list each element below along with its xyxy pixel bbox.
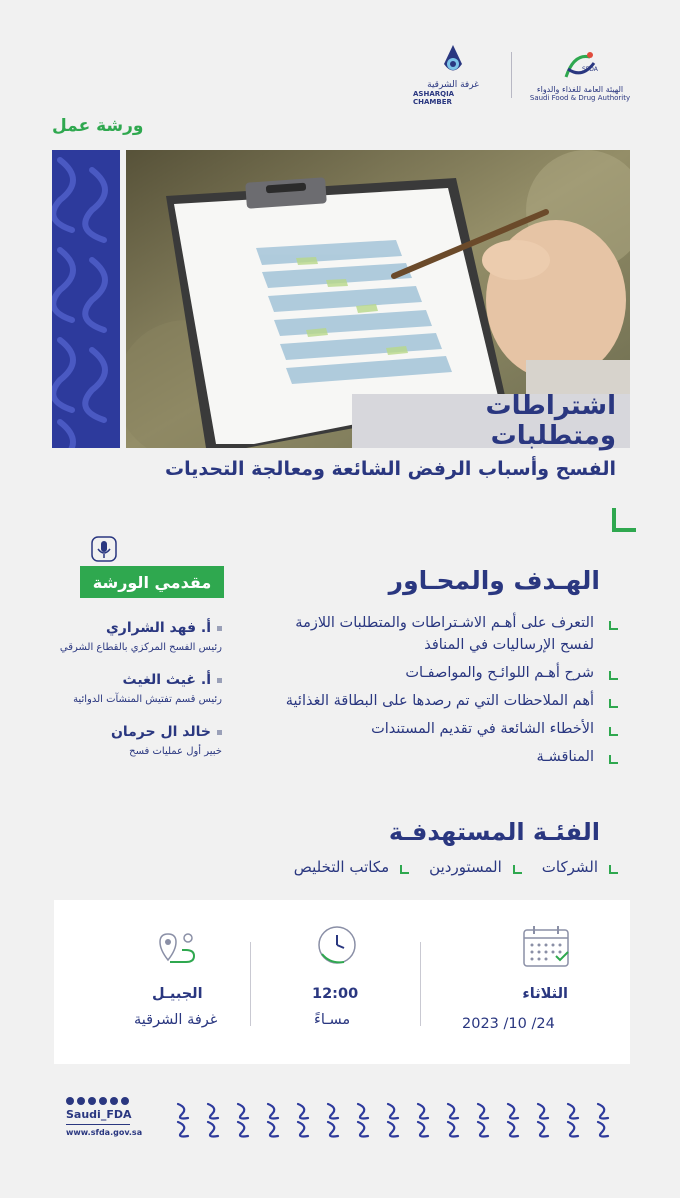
presenters-list <box>52 620 222 776</box>
sfda-name-ar: الهيئة العامة للغذاء والدواء <box>536 84 624 94</box>
presenter-item <box>52 672 222 705</box>
presenter-name: أ. غيث الغيث <box>122 672 211 688</box>
info-city: الجبيـل <box>152 986 203 1002</box>
info-time: 12:00 <box>312 986 359 1002</box>
target-title: الفئـة المستهدفـة <box>388 818 600 846</box>
objective-text: أهم الملاحظات التي تم رصدها على البطاقة الغذائية <box>285 693 594 709</box>
bullet-icon <box>400 865 409 874</box>
wave-pattern-icon <box>52 150 120 448</box>
logo-divider <box>511 52 512 98</box>
objectives-title: الهـدف والمحـاور <box>388 566 600 595</box>
hero-title: اشتراطات ومتطلبات <box>485 391 616 451</box>
info-date: 2023 /10 /24 <box>462 1016 555 1032</box>
target-item <box>542 858 618 876</box>
list-item <box>278 746 618 768</box>
corner-mark <box>612 508 636 532</box>
objective-text: المناقشـة <box>536 749 594 765</box>
info-divider <box>250 942 251 1026</box>
social-icon[interactable] <box>99 1097 107 1105</box>
chamber-name-en: ASHARQIA CHAMBER <box>413 90 455 106</box>
social-icon[interactable] <box>88 1097 96 1105</box>
target-text: الشركات <box>541 858 598 876</box>
hero-title-box <box>352 391 630 451</box>
info-venue: غرفة الشرقية <box>134 1012 218 1028</box>
bullet-icon <box>217 730 222 735</box>
social-icon[interactable] <box>121 1097 129 1105</box>
presenter-name: خالد ال حرمان <box>110 724 211 740</box>
presenter-name: أ. فهد الشراري <box>105 620 211 636</box>
footer-url[interactable]: www.sfda.gov.sa <box>66 1128 143 1137</box>
hero-pattern <box>52 150 120 448</box>
info-period: مسـاءً <box>314 1012 351 1028</box>
list-item <box>278 612 618 656</box>
hero-banner <box>52 150 630 451</box>
chamber-name-ar: غرفة الشرقية <box>427 80 479 90</box>
target-item <box>294 858 409 876</box>
list-item <box>278 718 618 740</box>
hero-subtitle: الفسح وأسباب الرفض الشائعة ومعالجة التحديات <box>165 458 616 480</box>
asharqia-chamber-logo <box>413 44 493 106</box>
bullet-icon <box>609 621 618 630</box>
bullet-icon <box>609 727 618 736</box>
presenter-item <box>52 724 222 757</box>
bullet-icon <box>609 699 618 708</box>
list-item <box>278 662 618 684</box>
presenter-role: خبير أول عمليات فسح <box>129 746 222 757</box>
microphone-icon <box>91 536 117 564</box>
footer-wave-pattern-icon <box>174 1098 614 1138</box>
objective-text: التعرف على أهـم الاشـتراطات والمتطلبات اللازمة لفسح الإرساليات في المنافذ <box>295 615 594 653</box>
sfda-emblem-icon <box>560 49 600 83</box>
objective-text: الأخطاء الشائعة في تقديم المستندات <box>371 721 594 737</box>
objective-text: شرح أهـم اللوائـح والمواصفـات <box>405 665 594 681</box>
sfda-badge: SFDA <box>582 65 598 73</box>
social-icons <box>66 1097 129 1105</box>
list-item <box>278 690 618 712</box>
target-list <box>294 858 618 876</box>
location-route-icon <box>156 930 200 968</box>
bullet-icon <box>609 865 618 874</box>
target-item <box>429 858 522 876</box>
sfda-logo <box>530 49 630 102</box>
calendar-icon <box>522 924 570 968</box>
header-logos <box>413 44 630 106</box>
presenter-role: رئيس الفسح المركزي بالقطاع الشرقي <box>59 642 222 653</box>
footer-handle: Saudi_FDA <box>66 1108 132 1121</box>
presenters-badge: مقدمي الورشة <box>80 566 224 598</box>
social-icon[interactable] <box>66 1097 74 1105</box>
info-card <box>54 900 630 1064</box>
info-day: الثلاثاء <box>522 986 568 1002</box>
social-icon[interactable] <box>110 1097 118 1105</box>
bullet-icon <box>217 626 222 631</box>
footer-divider <box>66 1124 130 1125</box>
sfda-name-en: Saudi Food & Drug Authority <box>529 93 631 102</box>
presenter-item <box>52 620 222 653</box>
bullet-icon <box>609 755 618 764</box>
target-text: مكاتب التخليص <box>293 858 390 876</box>
bullet-icon <box>609 671 618 680</box>
clock-icon <box>316 924 358 966</box>
workshop-tag: ورشة عمل <box>52 116 144 136</box>
objectives-list <box>278 612 618 774</box>
info-divider <box>420 942 421 1026</box>
social-icon[interactable] <box>77 1097 85 1105</box>
chamber-emblem-icon <box>438 44 468 78</box>
bullet-icon <box>513 865 522 874</box>
target-text: المستوردين <box>429 858 502 876</box>
bullet-icon <box>217 678 222 683</box>
presenter-role: رئيس قسم تفتيش المنشآت الدوائية <box>73 694 222 705</box>
